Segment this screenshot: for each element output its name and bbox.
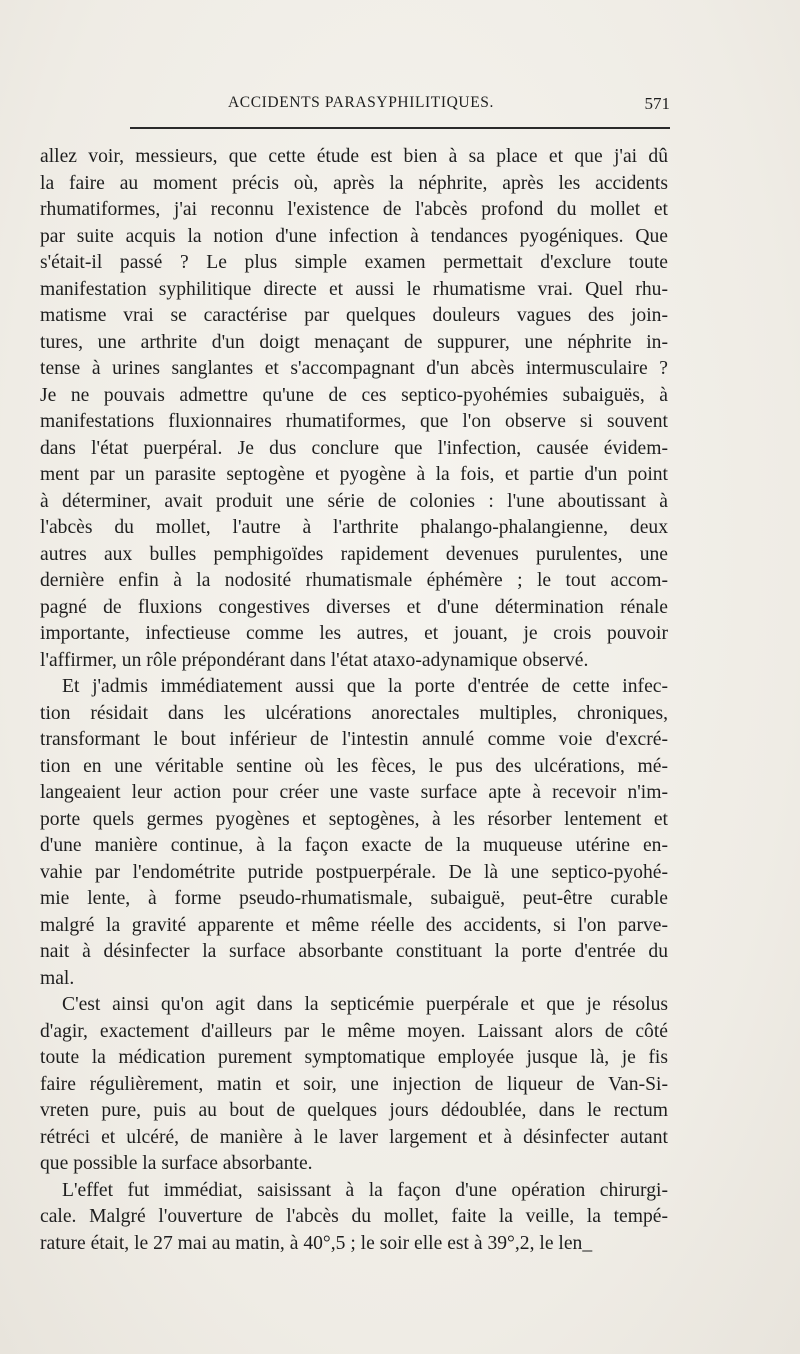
- text-line: d'une manière continue, à la façon exacte de la muqueuse utérine en-: [40, 835, 668, 856]
- text-line: rature était, le 27 mai au matin, à 40°,5 ; le soir elle est à 39°,2, le len_: [40, 1232, 593, 1254]
- text-line: C'est ainsi qu'on agit dans la septicémie puerpérale et que je résolus: [62, 994, 668, 1015]
- text-line: tion résidait dans les ulcérations anorectales multiples, chroniques,: [40, 702, 668, 724]
- text-line: importante, infectieuse comme les autres, et jouant, je crois pouvoir: [40, 623, 668, 644]
- text-line: la faire au moment précis où, après la néphrite, après les accidents: [40, 172, 668, 194]
- text-line: tures, une arthrite d'un doigt menaçant de suppurer, une néphrite in-: [40, 331, 668, 353]
- text-line: l'abcès du mollet, l'autre à l'arthrite phalango-phalangienne, deux: [40, 517, 668, 538]
- text-line: L'effet fut immédiat, saisissant à la façon d'une opération chirurgi-: [62, 1179, 668, 1201]
- text-line: par suite acquis la notion d'une infection à tendances pyogéniques. Que: [40, 225, 668, 247]
- text-line: toute la médication purement symptomatique employée jusque là, je fis: [40, 1047, 668, 1068]
- text-line: Et j'admis immédiatement aussi que la porte d'entrée de cette infec-: [62, 676, 668, 697]
- text-line: ment par un parasite septogène et pyogène à la fois, et partie d'un point: [40, 464, 668, 485]
- text-line: rétréci et ulcéré, de manière à le laver largement et à désinfecter autant: [40, 1126, 668, 1148]
- text-line: langeaient leur action pour créer une vaste surface apte à recevoir n'im-: [40, 782, 668, 803]
- text-line: tense à urines sanglantes et s'accompagnant d'un abcès intermusculaire ?: [40, 358, 668, 379]
- running-title: ACCIDENTS PARASYPHILITIQUES.: [228, 94, 494, 111]
- text-line: manifestations fluxionnaires rhumatiformes, que l'on observe si souvent: [40, 411, 668, 432]
- text-line: matisme vrai se caractérise par quelques douleurs vagues des join-: [40, 305, 668, 326]
- text-line: pagné de fluxions congestives diverses et d'une détermination rénale: [40, 596, 668, 618]
- text-line: vahie par l'endométrite putride postpuerpérale. De là une septico-pyohé-: [40, 861, 668, 883]
- text-line: d'agir, exactement d'ailleurs par le même moyen. Laissant alors de côté: [40, 1020, 668, 1042]
- text-line: porte quels germes pyogènes et septogènes, à les résorber lentement et: [40, 808, 668, 830]
- text-line: malgré la gravité apparente et même réelle des accidents, si l'on parve-: [40, 914, 668, 936]
- text-line: allez voir, messieurs, que cette étude est bien à sa place et que j'ai dû: [40, 146, 668, 167]
- text-line: s'était-il passé ? Le plus simple examen permettait d'exclure toute: [40, 252, 668, 273]
- page-header: [228, 94, 670, 120]
- text-line: cale. Malgré l'ouverture de l'abcès du mollet, faite la veille, la tempé-: [40, 1206, 668, 1227]
- text-line: nait à désinfecter la surface absorbante constituant la porte d'entrée du: [40, 941, 668, 962]
- header-rule: [130, 127, 670, 129]
- text-line: Je ne pouvais admettre qu'une de ces septico-pyohémies subaiguës, à: [40, 384, 668, 406]
- page-number: 571: [644, 94, 670, 113]
- text-line: manifestation syphilitique directe et aussi le rhumatisme vrai. Quel rhu-: [40, 278, 668, 300]
- text-line: mal.: [40, 967, 75, 989]
- text-line: rhumatiformes, j'ai reconnu l'existence de l'abcès profond du mollet et: [40, 199, 668, 220]
- text-line: dans l'état puerpéral. Je dus conclure que l'infection, causée évidem-: [40, 437, 668, 459]
- text-line: tion en une véritable sentine où les fèces, le pus des ulcérations, mé-: [40, 755, 668, 777]
- text-line: transformant le bout inférieur de l'intestin annulé comme voie d'excré-: [40, 729, 668, 750]
- text-line: mie lente, à forme pseudo-rhumatismale, subaiguë, peut-être curable: [40, 888, 668, 909]
- text-line: l'affirmer, un rôle prépondérant dans l'état ataxo-adynamique observé.: [40, 649, 589, 671]
- text-line: autres aux bulles pemphigoïdes rapidement devenues purulentes, une: [40, 543, 668, 565]
- text-line: faire régulièrement, matin et soir, une injection de liqueur de Van-Si-: [40, 1073, 668, 1095]
- text-line: vreten pure, puis au bout de quelques jours dédoublée, dans le rectum: [40, 1100, 668, 1121]
- text-line: que possible la surface absorbante.: [40, 1153, 313, 1174]
- text-line: dernière enfin à la nodosité rhumatismale éphémère ; le tout accom-: [40, 570, 668, 591]
- text-line: à déterminer, avait produit une série de colonies : l'une aboutissant à: [40, 490, 668, 512]
- body-text: [40, 144, 668, 1257]
